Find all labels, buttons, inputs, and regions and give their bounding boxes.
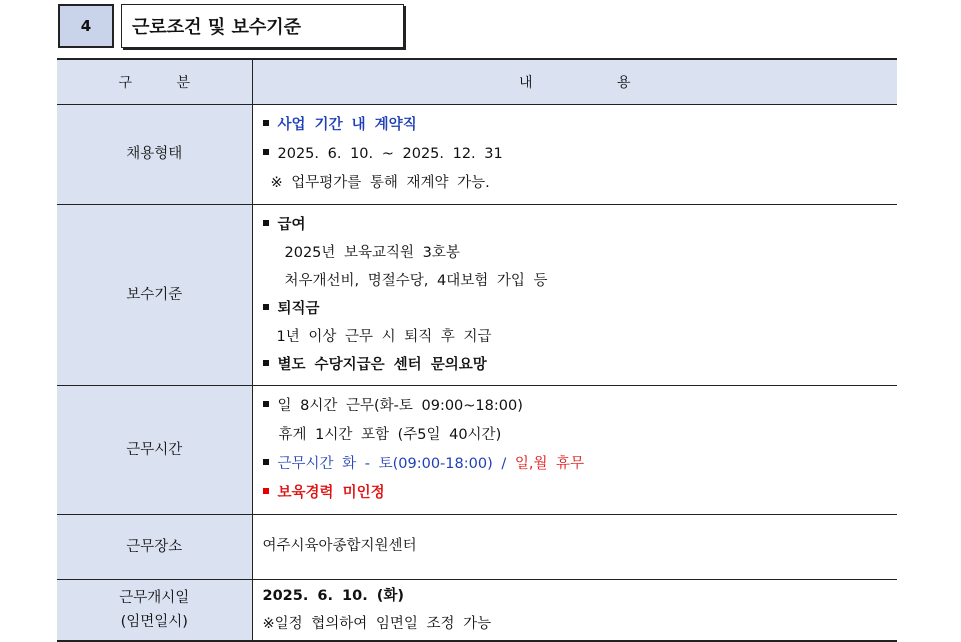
row-label-start — [57, 579, 252, 641]
bullet-icon — [263, 304, 269, 310]
table-row-pay — [57, 204, 897, 385]
employment-line-1: 사업 기간 내 계약직 — [263, 111, 898, 140]
bullet-icon — [263, 149, 269, 155]
header-content: 내 용 — [252, 59, 897, 104]
hours-line-4: 보육경력 미인정 — [263, 479, 898, 508]
employment-line-3: ※ 업무평가를 통해 재계약 가능. — [270, 174, 490, 191]
bullet-icon — [263, 220, 269, 226]
pay-allowance-note: 별도 수당지급은 센터 문의요망 — [263, 351, 898, 379]
row-label-start-line-2: (임면일시) — [120, 613, 188, 630]
row-label-place: 근무장소 — [57, 514, 252, 579]
pay-severance-title: 퇴직금 — [263, 295, 898, 323]
employment-content — [252, 104, 897, 204]
row-label-employment: 채용형태 — [57, 104, 252, 204]
table-header-row — [57, 59, 897, 104]
header-category: 구 분 — [57, 59, 252, 104]
pay-salary-line-2: 처우개선비, 명절수당, 4대보험 가입 등 — [284, 272, 548, 289]
section-title: 근로조건 및 보수기준 — [121, 4, 404, 48]
table-row-start — [57, 579, 897, 641]
bullet-icon — [263, 488, 269, 494]
row-label-start-line-1: 근무개시일 — [119, 589, 190, 606]
row-label-hours: 근무시간 — [57, 385, 252, 514]
employment-line-2: 2025. 6. 10. ~ 2025. 12. 31 — [263, 140, 898, 169]
place-content — [252, 514, 897, 579]
place-value: 여주시육아종합지원센터 — [262, 538, 417, 554]
pay-severance-line: 1년 이상 근무 시 퇴직 후 지급 — [276, 328, 492, 345]
bullet-icon — [263, 459, 269, 465]
table-row-hours — [57, 385, 897, 514]
pay-salary-title: 급여 — [263, 211, 898, 239]
hours-line-1: 일 8시간 근무(화-토 09:00~18:00) — [263, 392, 898, 421]
bullet-icon — [263, 360, 269, 366]
start-note: ※일정 협의하여 임면일 조정 가능 — [262, 615, 492, 632]
working-conditions-table — [57, 58, 897, 642]
table-row-place — [57, 514, 897, 579]
bullet-icon — [263, 120, 269, 126]
hours-line-2: 휴게 1시간 포함 (주5일 40시간) — [278, 426, 502, 443]
start-content — [252, 579, 897, 641]
hours-line-3: 근무시간 화 - 토(09:00-18:00) / 일,월 휴무 — [263, 450, 898, 479]
pay-salary-line-1: 2025년 보육교직원 3호봉 — [284, 244, 460, 261]
row-label-pay: 보수기준 — [57, 204, 252, 385]
bullet-icon — [263, 401, 269, 407]
hours-content — [252, 385, 897, 514]
pay-content — [252, 204, 897, 385]
table-row-employment — [57, 104, 897, 204]
start-date: 2025. 6. 10. (화) — [262, 587, 405, 604]
section-number: 4 — [58, 4, 114, 48]
